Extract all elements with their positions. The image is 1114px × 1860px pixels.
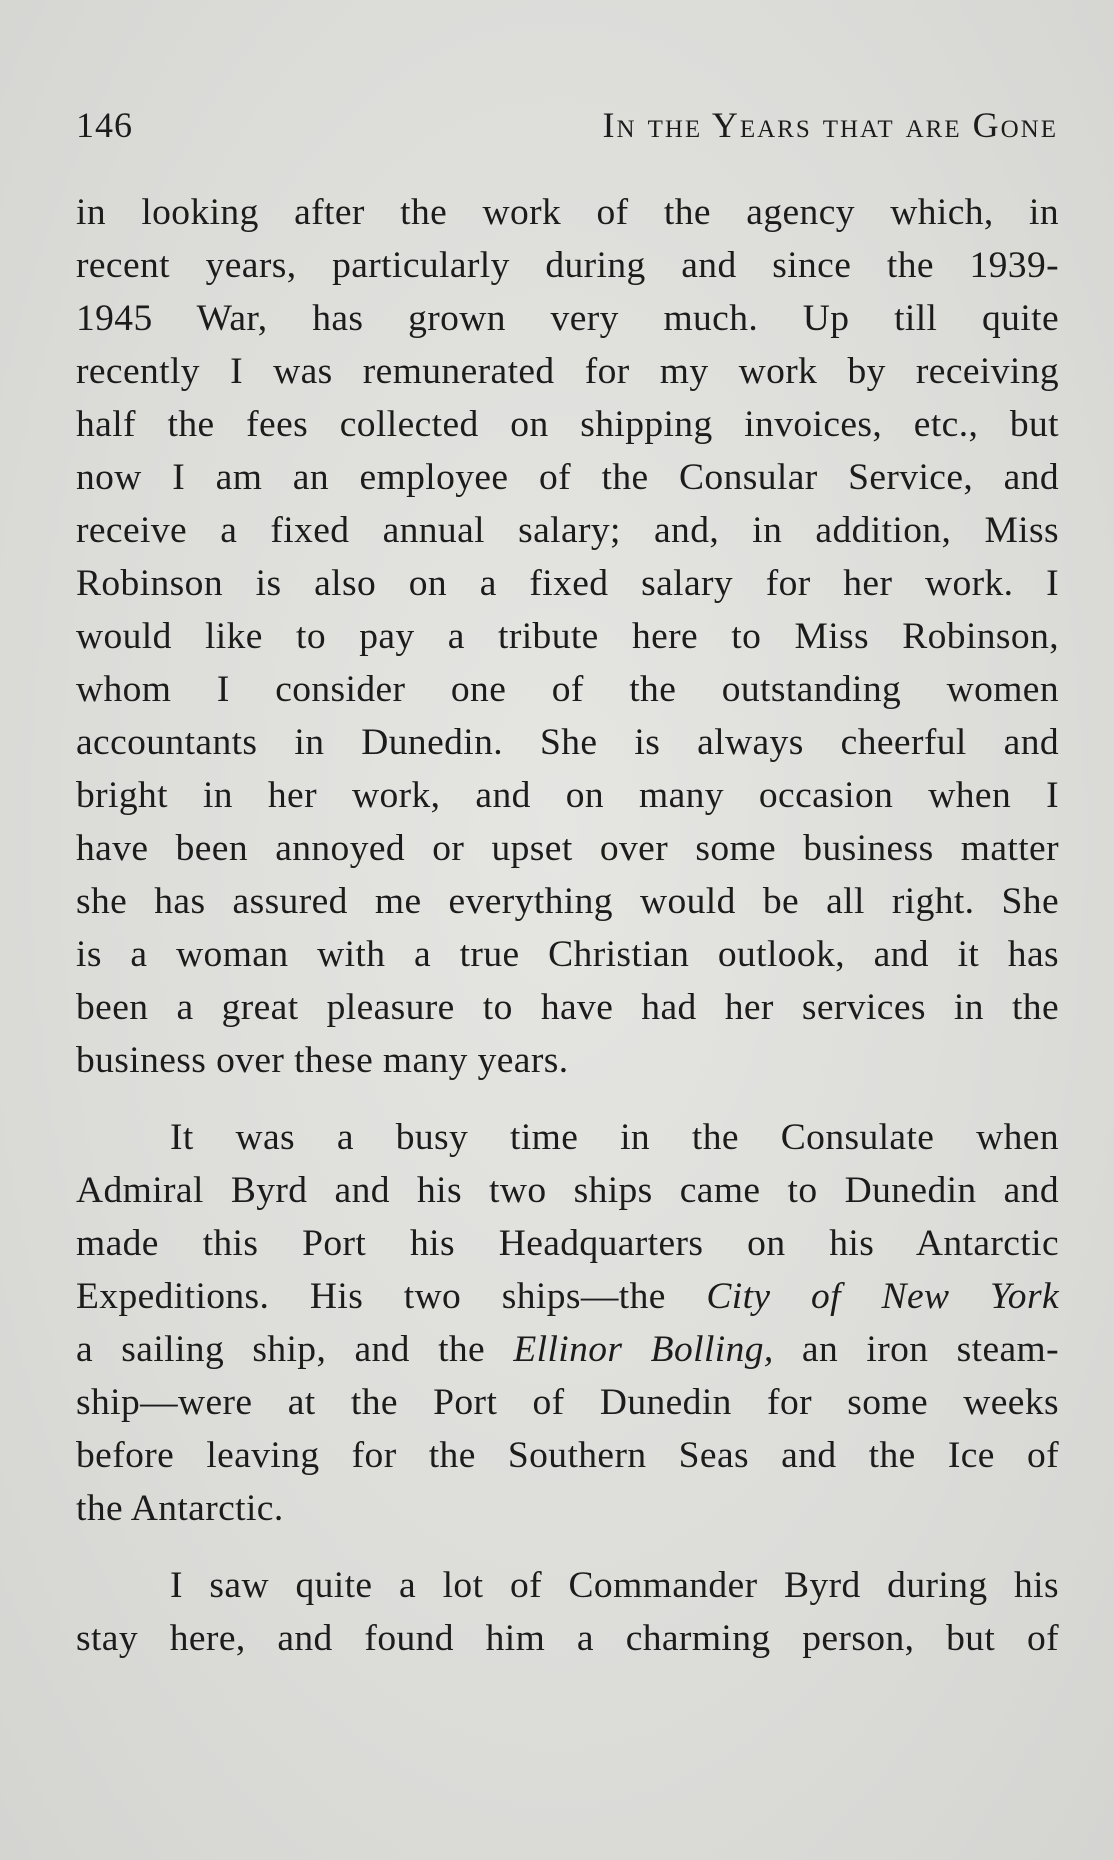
text-segment: an iron steam- [773,1329,1059,1370]
text-line: been a great pleasure to have had her services in the [76,987,1059,1028]
text-line: Admiral Byrd and his two ships came to Dunedin and [76,1170,1059,1211]
text-line: Robinson is also on a fixed salary for her work. I [76,563,1059,604]
running-title: In the Years that are Gone [602,105,1058,145]
text-line: she has assured me everything would be all right. She [76,881,1059,922]
text-line: recent years, particularly during and since the 1939- [76,245,1059,286]
text-line: in looking after the work of the agency which, in [76,192,1059,233]
running-head [76,104,1058,154]
text-line: bright in her work, and on many occasion when I [76,775,1059,816]
text-line: the Antarctic. [76,1488,284,1529]
text-line: It was a busy time in the Consulate when [170,1117,1059,1158]
text-line: receive a fixed annual salary; and, in addition, Miss [76,510,1059,551]
text-segment: Expeditions. His two ships—the [76,1276,707,1317]
text-line: I saw quite a lot of Commander Byrd during his [170,1565,1059,1606]
text-line-with-italic [76,1270,1059,1323]
text-line: accountants in Dunedin. She is always cheerful and [76,722,1059,763]
text-line: have been annoyed or upset over some business matter [76,828,1059,869]
text-line: 1945 War, has grown very much. Up till quite [76,298,1059,339]
text-line: business over these many years. [76,1040,569,1081]
paragraph-1 [76,186,1059,1087]
ship-name-city-of-new-york: City of New York [706,1276,1059,1317]
text-line: whom I consider one of the outstanding women [76,669,1059,710]
text-segment: a sailing ship, and the [76,1329,514,1370]
body-text [76,186,1059,1665]
text-line: before leaving for the Southern Seas and the Ice of [76,1435,1059,1476]
paragraph-3 [76,1559,1059,1665]
text-line: now I am an employee of the Consular Service, and [76,457,1059,498]
page-number: 146 [76,105,133,145]
text-line: stay here, and found him a charming person, but of [76,1618,1059,1659]
text-line: made this Port his Headquarters on his Antarctic [76,1223,1059,1264]
paragraph-spacer [76,1535,1059,1559]
ship-name-ellinor-bolling: Ellinor Bolling, [513,1329,774,1370]
text-line: is a woman with a true Christian outlook, and it has [76,934,1059,975]
paragraph-spacer [76,1087,1059,1111]
text-line: half the fees collected on shipping invoices, etc., but [76,404,1059,445]
paragraph-2 [76,1111,1059,1535]
text-line: ship—were at the Port of Dunedin for some weeks [76,1382,1059,1423]
text-line: recently I was remunerated for my work by receiving [76,351,1059,392]
text-line-with-italic [76,1323,1059,1376]
text-line: would like to pay a tribute here to Miss Robinson, [76,616,1059,657]
